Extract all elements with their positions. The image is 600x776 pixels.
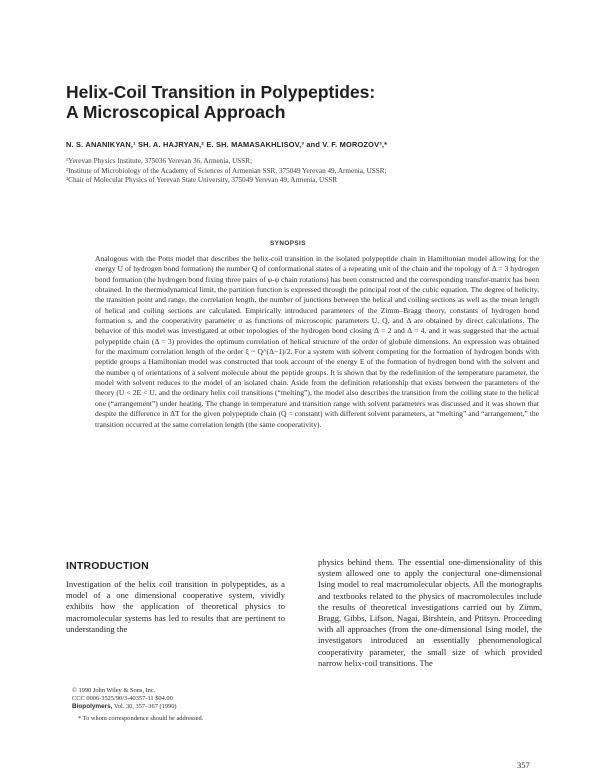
synopsis-heading: SYNOPSIS xyxy=(270,240,306,247)
affiliation-2: ²Institute of Microbiology of the Academy of Sciences of Armenian SSR, 375049 Yerevan 49, Armenia, USSR; xyxy=(66,166,387,175)
journal-name: Biopolymers, xyxy=(72,703,113,711)
affiliation-3: ³Chair of Molecular Physics of Yerevan State University, 375049 Yerevan 49, Armenia, USSR xyxy=(66,176,337,185)
affiliation-1: ¹Yerevan Physics Institute, 375036 Yerevan 36, Armenia, USSR; xyxy=(66,157,253,165)
affiliation-list xyxy=(66,157,556,186)
page-number: 357 xyxy=(517,760,530,770)
article-title xyxy=(66,82,506,122)
ccc-code: CCC 0006-3525/90/3-40357-11 $04.00 xyxy=(72,695,173,703)
journal-citation xyxy=(72,703,292,711)
introduction-left-column: Investigation of the helix coil transition in polypeptides, as a model of a one dimensional cooperative system, vividly exhibits how the application of theoretical physics to macromolecular systems has led to results that are pertinent to understanding the xyxy=(66,579,285,634)
synopsis-text: Analogous with the Potts model that describes the helix-coil transition in the isolated polypeptide chain in Hamiltonian model allowing for the energy U of hydrogen bond formation) the number Q of conformational states of a repeating unit of the chain and the topology of Δ = 3 hydrogen bond formation (the hydrogen bond fixing three pairs of φ-ψ chain rotations) has been constructed and the corresponding transfer-matrix has been obtained. In the thermodynamical limit, the partition function is expressed through the principal root of the cubic equation. The degree of helicity, the transition point and range, the correlation length, the number of junctions between the helical and coiling sections as well as the mean length of helical and coiling sections are calculated. Empirically introduced parameters of the Zimm–Bragg theory, constants of hydrogen bond formation s, and the cooperativity parameter σ as functions of microscopic parameters U, Q, and Δ are obtained by direct calculations. The behavior of this model was investigated at other topologies of the hydrogen bond closing Δ = 2 and Δ = 4, and it was suggested that the actual polypeptide chain (Δ = 3) provides the optimum correlation of helical structure of the order of globule dimensions. An expression was obtained for the maximum correlation length of the order ξ ~ Q^(Δ−1)/2. For a system with solvent competing for the formation of hydrogen bonds with peptide groups a Hamiltonian model was constructed that took account of the energy E of the formation of hydrogen bond with the solvent and the number q of orientations of a solvent molecule about the peptide groups. It is shown that by the redefinition of the temperature parameter, the model with solvent reduces to the model of an isolated chain. Aside from the definition relationship that exists between the parameters of the theory (U < 2E < U, and the ordinary helix coil transitions (“melting”), the model also describes the transition from the coiling state to the helical one (“arrangement”) under heating. The change in temperature and transition range with solvent parameters was discussed and it was shown that despite the difference in ΔT for the given polypeptide chain (Q = constant) with different solvent parameters, at “melting” and “arrangement,” the transition occurred at the same correlation length (the same cooperativity). xyxy=(95,254,539,429)
copyright-line: © 1990 John Wiley & Sons, Inc. xyxy=(72,687,156,694)
introduction-heading: INTRODUCTION xyxy=(66,560,149,572)
journal-ref: Vol. 30, 357–367 (1990) xyxy=(113,703,177,711)
footnote-block xyxy=(72,687,292,723)
author-list: N. S. ANANIKYAN,¹ SH. A. HAJRYAN,² E. SH. MAMASAKHLISOV,³ and V. F. MOROZOV³,* xyxy=(66,140,388,149)
introduction-right-column: physics behind them. The essential one-dimensionality of this system allowed one to apply the conjectural one-dimensional Ising model to real macromolecular objects. All the monographs and textbooks related to the physics of macromolecules include the results of theoretical investigations carried out by Zimm, Bragg, Gibbs, Lifson, Nagai, Birshtein, and Ptitsyn. Proceeding with all approaches (from the one-dimensional Ising model, the investigators introduced an essentially phenomenological cooperativity parameter, the small size of which provided narrow helix-coil transitions. The xyxy=(318,557,542,668)
correspondence-note: * To whom correspondence should be addressed. xyxy=(78,714,204,722)
title-line-1: Helix-Coil Transition in Polypeptides: xyxy=(66,82,376,102)
title-line-2: A Microscopical Approach xyxy=(66,102,286,122)
